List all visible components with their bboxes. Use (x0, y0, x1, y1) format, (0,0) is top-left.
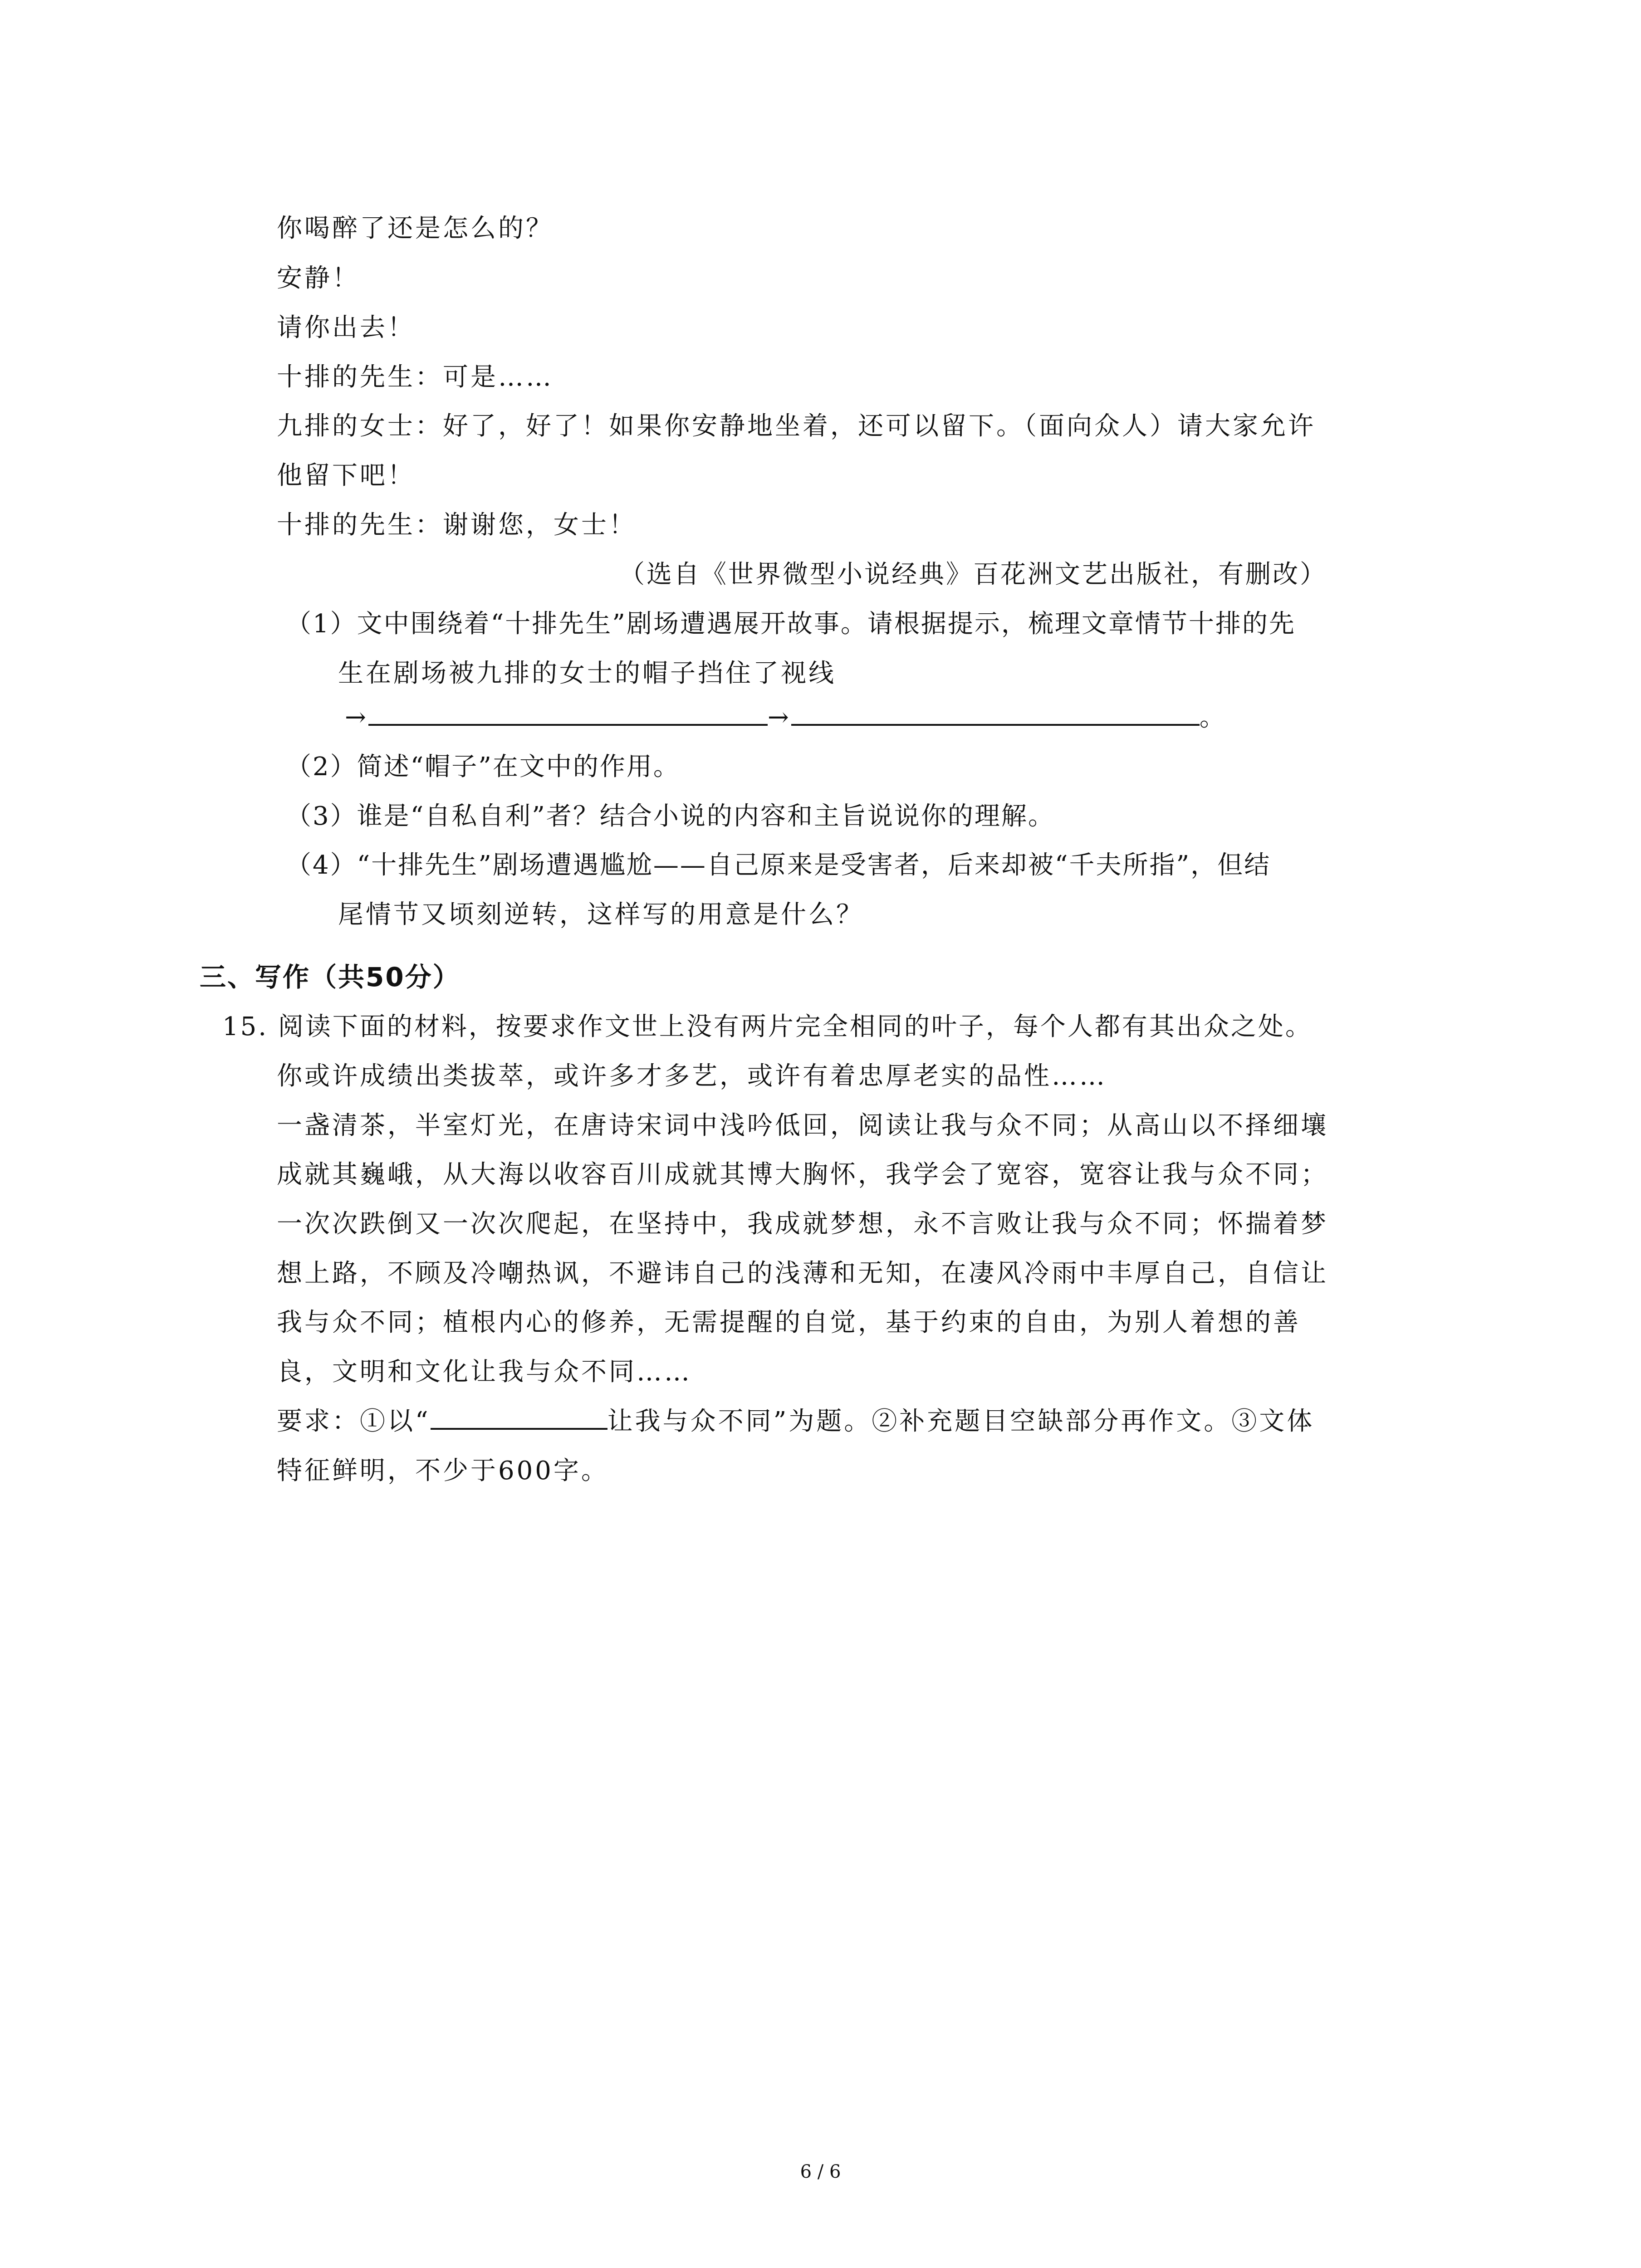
dialogue-line: 你喝醉了还是怎么的？ (277, 214, 554, 243)
plot-blanks-row (345, 702, 1227, 733)
title-blank[interactable] (431, 1407, 607, 1430)
essay-line: 15. 阅读下面的材料，按要求作文世上没有两片完全相同的叶子，每个人都有其出众之处。 (222, 1012, 1313, 1041)
essay-line: 你或许成绩出类拔萃，或许多才多艺，或许有着忠厚老实的品性…… (277, 1061, 1107, 1091)
essay-line: 良，文明和文化让我与众不同…… (277, 1357, 692, 1387)
essay-line: 一次次跌倒又一次次爬起，在坚持中，我成就梦想，永不言败让我与众不同；怀揣着梦 (277, 1209, 1328, 1239)
essay-line: 我与众不同；植根内心的修养，无需提醒的自觉，基于约束的自由，为别人着想的善 (277, 1308, 1301, 1337)
dialogue-line: 请你出去！ (277, 313, 415, 342)
arrow-1: → (345, 703, 368, 732)
dialogue-line: 他留下吧！ (277, 461, 415, 490)
plot-blank-2[interactable] (791, 703, 1200, 726)
requirement-suffix: 让我与众不同”为题。②补充题目空缺部分再作文。③文体 (607, 1407, 1315, 1436)
section-title: 三、写作（共50分） (200, 962, 460, 992)
essay-line: 一盏清茶，半室灯光，在唐诗宋词中浅吟低回，阅读让我与众不同；从高山以不择细壤 (277, 1111, 1328, 1140)
essay-requirement-line-2: 特征鲜明，不少于600字。 (277, 1456, 609, 1486)
question-2: （2）简述“帽子”在文中的作用。 (286, 752, 680, 782)
essay-line: 想上路，不顾及冷嘲热讽，不避讳自己的浅薄和无知，在凄风冷雨中丰厚自己，自信让 (277, 1259, 1328, 1288)
plot-blank-1[interactable] (368, 703, 768, 726)
question-3: （3）谁是“自私自利”者？结合小说的内容和主旨说说你的理解。 (286, 802, 1055, 831)
question-1-line-2: 生在剧场被九排的女士的帽子挡住了视线 (338, 659, 836, 688)
period: 。 (1199, 703, 1227, 732)
requirement-prefix: 要求：①以“ (277, 1407, 431, 1436)
page-number: 6 / 6 (800, 2161, 841, 2182)
question-4-line-1: （4）“十排先生”剧场遭遇尴尬——自己原来是受害者，后来却被“千夫所指”，但结 (286, 850, 1271, 880)
essay-line: 成就其巍峨，从大海以收容百川成就其博大胸怀，我学会了宽容，宽容让我与众不同； (277, 1160, 1328, 1189)
source-citation: （选自《世界微型小说经典》百花洲文艺出版社，有删改） (619, 560, 1327, 589)
question-4-line-2: 尾情节又顷刻逆转，这样写的用意是什么？ (338, 900, 864, 929)
arrow-2: → (767, 703, 791, 732)
dialogue-line: 九排的女士：好了，好了！如果你安静地坐着，还可以留下。（面向众人）请大家允许 (277, 411, 1316, 441)
essay-requirement-line-1 (277, 1406, 1314, 1437)
dialogue-line: 十排的先生：谢谢您，女士！ (277, 510, 637, 540)
question-1-line-1: （1）文中围绕着“十排先生”剧场遭遇展开故事。请根据提示，梳理文章情节十排的先 (286, 609, 1296, 639)
dialogue-line: 十排的先生：可是…… (277, 362, 554, 392)
dialogue-line: 安静！ (277, 264, 360, 293)
